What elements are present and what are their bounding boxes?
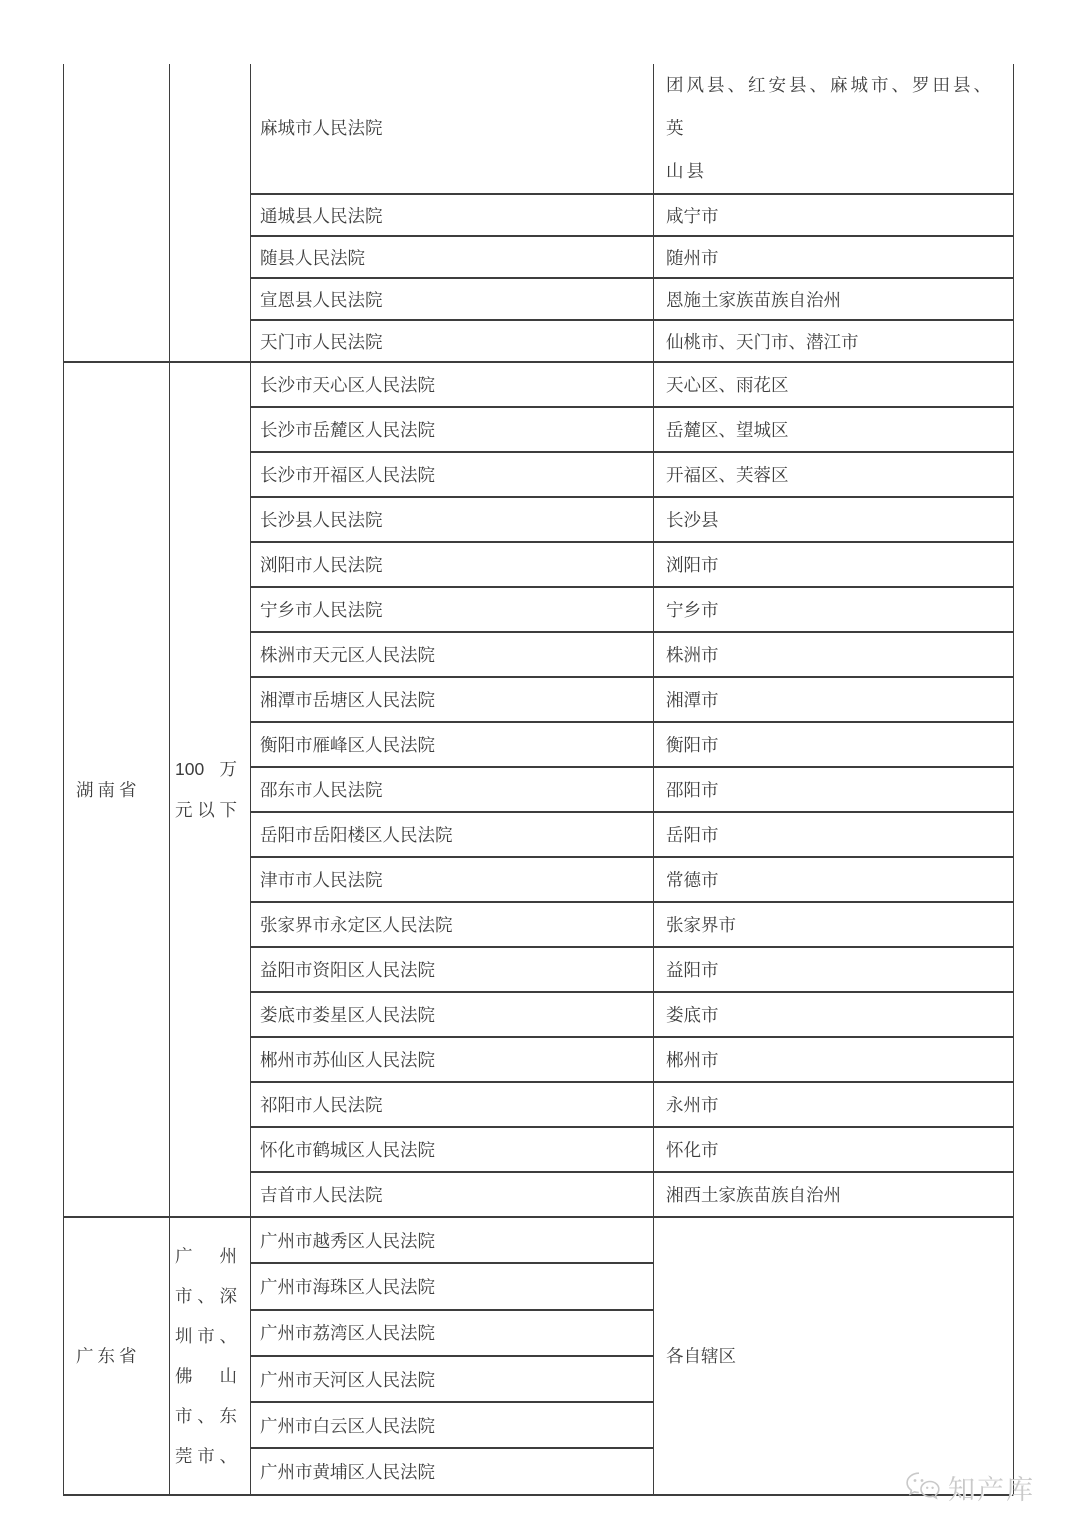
- court-cell: 祁阳市人民法院: [251, 1082, 654, 1127]
- jurisdiction-cell: 宁乡市: [654, 587, 1014, 632]
- court-cell: 广州市荔湾区人民法院: [251, 1310, 654, 1356]
- court-table-body: [64, 64, 1014, 1495]
- jurisdiction-cell: 湘潭市: [654, 677, 1014, 722]
- jurisdiction-cell: 长沙县: [654, 497, 1014, 542]
- court-cell: 宣恩县人民法院: [251, 278, 654, 320]
- court-cell: 岳阳市岳阳楼区人民法院: [251, 812, 654, 857]
- threshold-cell: 广州 市、深 圳市、 佛山 市、东 莞市、: [170, 1217, 251, 1495]
- court-cell: 张家界市永定区人民法院: [251, 902, 654, 947]
- jurisdiction-cell: 团风县、红安县、麻城市、罗田县、英 山县: [654, 64, 1014, 194]
- court-cell: 麻城市人民法院: [251, 64, 654, 194]
- jurisdiction-cell: 衡阳市: [654, 722, 1014, 767]
- court-cell: 随县人民法院: [251, 236, 654, 278]
- jurisdiction-cell: 仙桃市、天门市、潜江市: [654, 320, 1014, 362]
- province-cell: 湖南省: [64, 362, 170, 1217]
- jurisdiction-cell: 郴州市: [654, 1037, 1014, 1082]
- province-cell: [64, 64, 170, 362]
- wechat-icon: [905, 1471, 941, 1503]
- court-cell: 吉首市人民法院: [251, 1172, 654, 1217]
- table-row: [64, 64, 1014, 194]
- watermark: [905, 1469, 1035, 1505]
- jurisdiction-cell: 株洲市: [654, 632, 1014, 677]
- jurisdiction-cell: 邵阳市: [654, 767, 1014, 812]
- court-cell: 广州市天河区人民法院: [251, 1356, 654, 1402]
- jurisdiction-cell: 天心区、雨花区: [654, 362, 1014, 407]
- jurisdiction-cell: 各自辖区: [654, 1217, 1014, 1495]
- jurisdiction-cell: 咸宁市: [654, 194, 1014, 236]
- court-cell: 娄底市娄星区人民法院: [251, 992, 654, 1037]
- court-cell: 通城县人民法院: [251, 194, 654, 236]
- court-cell: 益阳市资阳区人民法院: [251, 947, 654, 992]
- court-cell: 衡阳市雁峰区人民法院: [251, 722, 654, 767]
- jurisdiction-cell: 张家界市: [654, 902, 1014, 947]
- threshold-cell: [170, 64, 251, 362]
- jurisdiction-cell: 恩施土家族苗族自治州: [654, 278, 1014, 320]
- court-cell: 长沙市开福区人民法院: [251, 452, 654, 497]
- court-cell: 天门市人民法院: [251, 320, 654, 362]
- court-cell: 长沙市天心区人民法院: [251, 362, 654, 407]
- court-cell: 宁乡市人民法院: [251, 587, 654, 632]
- jurisdiction-cell: 浏阳市: [654, 542, 1014, 587]
- jurisdiction-cell: 岳麓区、望城区: [654, 407, 1014, 452]
- jurisdiction-cell: 岳阳市: [654, 812, 1014, 857]
- court-cell: 湘潭市岳塘区人民法院: [251, 677, 654, 722]
- court-cell: 邵东市人民法院: [251, 767, 654, 812]
- jurisdiction-cell: 开福区、芙蓉区: [654, 452, 1014, 497]
- court-cell: 广州市黄埔区人民法院: [251, 1448, 654, 1494]
- jurisdiction-cell: 湘西土家族苗族自治州: [654, 1172, 1014, 1217]
- table-row: [64, 1217, 1014, 1263]
- court-cell: 株洲市天元区人民法院: [251, 632, 654, 677]
- court-cell: 郴州市苏仙区人民法院: [251, 1037, 654, 1082]
- court-cell: 浏阳市人民法院: [251, 542, 654, 587]
- court-cell: 长沙县人民法院: [251, 497, 654, 542]
- jurisdiction-cell: 怀化市: [654, 1127, 1014, 1172]
- jurisdiction-cell: 永州市: [654, 1082, 1014, 1127]
- court-cell: 津市市人民法院: [251, 857, 654, 902]
- watermark-text: 知产库: [948, 1474, 1035, 1505]
- table-row: [64, 362, 1014, 407]
- province-cell: 广东省: [64, 1217, 170, 1495]
- jurisdiction-cell: 常德市: [654, 857, 1014, 902]
- court-cell: 广州市白云区人民法院: [251, 1402, 654, 1448]
- threshold-cell: 100 万 元以下: [170, 362, 251, 1217]
- court-cell: 怀化市鹤城区人民法院: [251, 1127, 654, 1172]
- court-cell: 广州市海珠区人民法院: [251, 1263, 654, 1309]
- court-cell: 长沙市岳麓区人民法院: [251, 407, 654, 452]
- jurisdiction-cell: 益阳市: [654, 947, 1014, 992]
- court-cell: 广州市越秀区人民法院: [251, 1217, 654, 1263]
- jurisdiction-cell: 娄底市: [654, 992, 1014, 1037]
- jurisdiction-cell: 随州市: [654, 236, 1014, 278]
- court-jurisdiction-table: [63, 64, 1014, 1496]
